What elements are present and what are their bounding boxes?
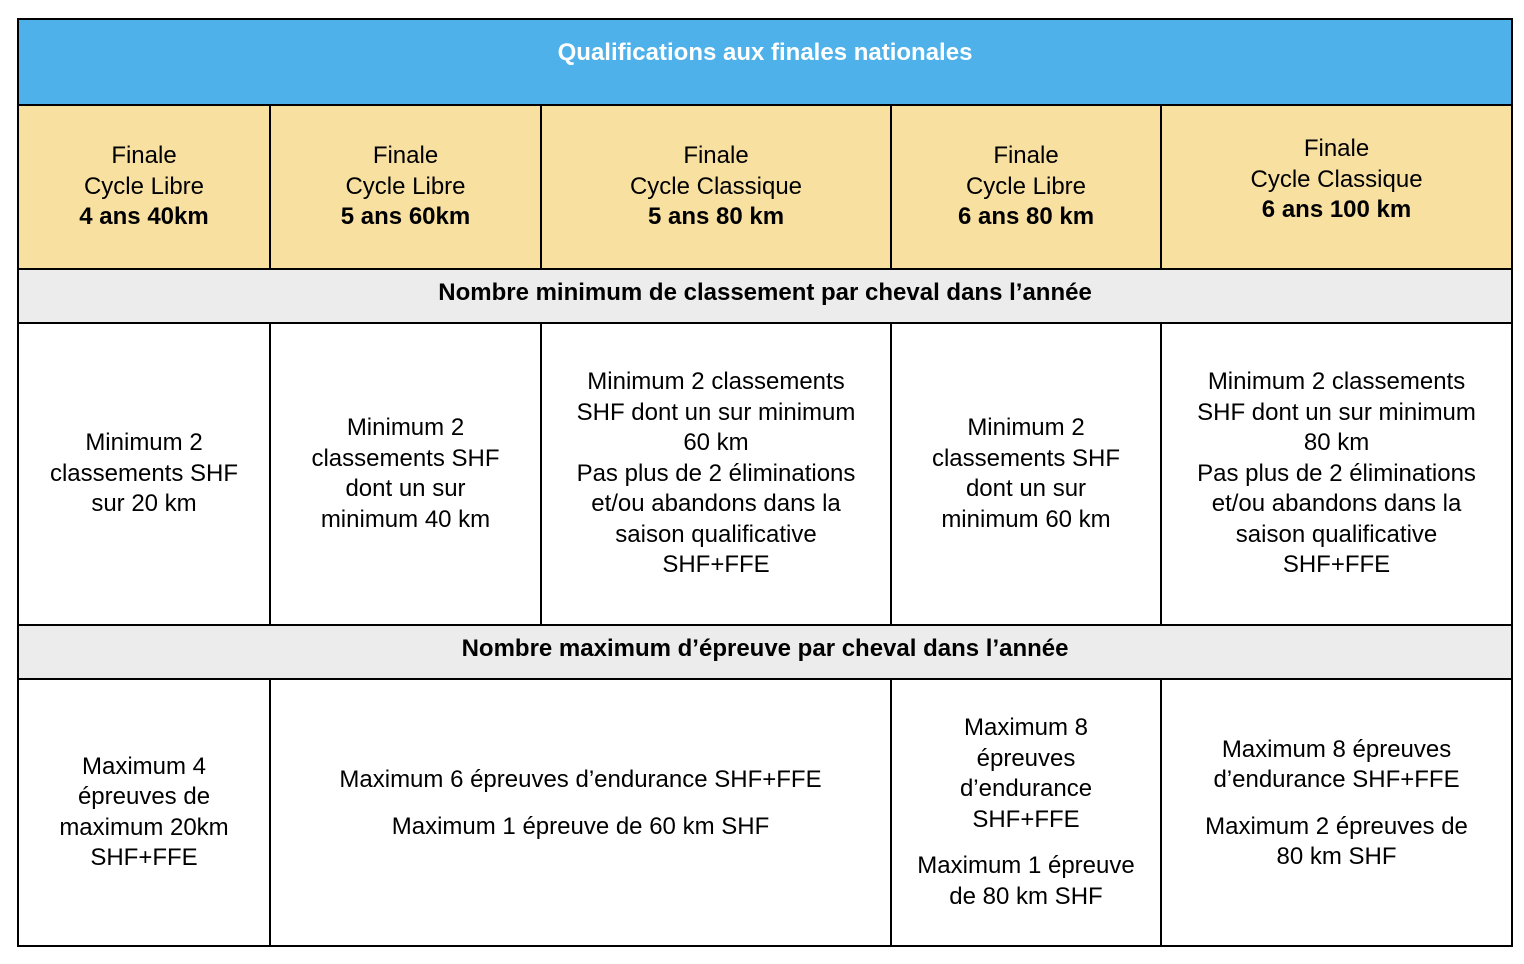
maximum-cell [18,679,270,946]
cell-line: SHF+FFE [1282,551,1391,579]
cell-line: et/ou abandons dans la [591,490,841,518]
cell-line: Maximum 8 épreuves [1221,735,1452,763]
maximum-row [18,679,1512,946]
cell-line: d’endurance SHF+FFE [1213,766,1460,793]
section-row-maximum [18,625,1512,679]
table-title-text: Qualifications aux finales nationales [557,38,973,66]
cell-line: de 80 km SHF [949,882,1103,910]
cell-line: 60 km [683,429,749,457]
cell-line: Maximum 1 épreuve de 60 km SHF [391,812,770,840]
column-header [541,105,891,269]
column-header-line: Cycle Libre [965,172,1087,200]
section-heading-maximum [18,625,1512,679]
cell-line: sur 20 km [91,490,197,518]
column-header-distance: 5 ans 80 km [647,203,785,231]
column-header-distance: 6 ans 80 km [957,203,1095,231]
cell-line: Maximum 8 [963,714,1089,741]
cell-line: classements SHF [931,444,1121,472]
cell-line: Pas plus de 2 éliminations [576,459,856,487]
cell-line: Maximum 1 épreuve [917,852,1135,879]
cell-line: SHF+FFE [90,844,198,871]
cell-line: SHF dont un sur minimum [576,398,856,426]
cell-line: Maximum 4 [81,752,207,780]
cell-line: dont un sur [345,475,466,502]
column-header-distance: 5 ans 60km [340,203,471,231]
column-header-line: Finale [111,142,177,170]
cell-line: classements SHF [311,444,500,472]
cell-line: épreuves [976,744,1076,772]
maximum-cell [270,679,891,946]
cell-line: 80 km SHF [1276,843,1397,870]
column-header-line: Finale [683,142,749,170]
cell-line: et/ou abandons dans la [1211,490,1462,518]
column-header-line: Finale [1303,135,1370,163]
cell-line: saison qualificative [615,520,817,548]
column-header-line: Cycle Classique [629,172,803,200]
column-header [18,105,270,269]
section-heading-text: Nombre minimum de classement par cheval dans l’année [438,278,1092,306]
column-header-distance: 4 ans 40km [79,203,209,231]
section-heading-minimum [18,269,1512,323]
column-header [270,105,541,269]
cell-line: Pas plus de 2 éliminations [1197,459,1476,487]
cell-line: minimum 40 km [320,505,491,533]
minimum-row [18,323,1512,625]
column-header-line: Finale [372,142,439,170]
column-header-line: Cycle Libre [83,172,205,200]
table-title [18,19,1512,105]
cell-line: Minimum 2 classements [1207,368,1466,396]
maximum-cell [891,679,1161,946]
column-header-distance: 6 ans 100 km [1261,196,1412,224]
cell-line: SHF+FFE [972,805,1080,833]
column-header-line: Finale [993,142,1059,170]
cell-line: 80 km [1303,429,1370,457]
title-row [18,19,1512,105]
qualifications-table [17,18,1513,947]
minimum-cell [270,323,541,625]
section-heading-text: Nombre maximum d’épreuve par cheval dans l’année [461,634,1069,662]
cell-line: épreuves de [77,783,211,810]
cell-line: Minimum 2 [85,429,203,457]
cell-line: dont un sur [965,475,1087,502]
cell-line: d’endurance [959,775,1093,802]
cell-line: Minimum 2 [346,414,465,441]
cell-line: SHF dont un sur minimum [1197,398,1476,426]
cell-line: classements SHF [49,459,239,487]
section-row-minimum [18,269,1512,323]
cell-line: Minimum 2 [967,414,1085,441]
cell-line: Maximum 6 épreuves d’endurance SHF+FFE [339,766,822,793]
column-header-line: Cycle Classique [1250,165,1423,193]
column-header-row [18,105,1512,269]
minimum-cell [891,323,1161,625]
column-header [1161,105,1512,269]
cell-line: Minimum 2 classements [587,368,845,396]
cell-line: Maximum 2 épreuves de [1205,812,1468,840]
cell-line: maximum 20km [59,813,229,841]
cell-line: SHF+FFE [662,551,770,579]
maximum-cell [1161,679,1512,946]
cell-line: minimum 60 km [941,505,1111,533]
cell-line: saison qualificative [1235,520,1438,548]
minimum-cell [541,323,891,625]
column-header-line: Cycle Libre [345,172,466,200]
column-header [891,105,1161,269]
minimum-cell [1161,323,1512,625]
minimum-cell [18,323,270,625]
